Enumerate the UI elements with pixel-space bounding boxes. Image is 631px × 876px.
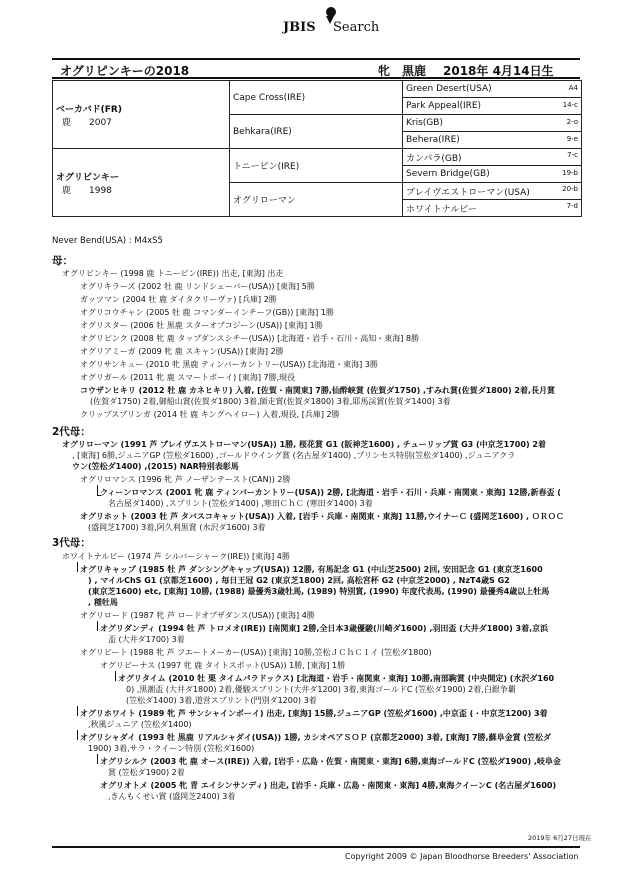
family-tree-connector <box>97 485 98 495</box>
family-line-notable[interactable]: クィーンロマンス (2001 牝 鹿 ティンバーカントリー(USA)) 2勝, [北海道・岩手・石川・兵庫・南関東・東海] 12勝,新春盃 ( <box>100 488 561 497</box>
family-line-cont: ,秋風ジュニア (笠松ダ1400) <box>88 720 192 729</box>
pedigree-g3-7[interactable]: ブレイヴエストローマン(USA) 20-b <box>403 183 582 200</box>
family-tree-connector <box>97 754 98 764</box>
g2-section-title: 2代母： <box>52 426 91 438</box>
copyright-text: Copyright 2009 © Japan Bloodhorse Breeders' Association <box>345 852 579 861</box>
family-line[interactable]: オグリビート (1988 牝 芦 フエートメーカー(USA)) [東海] 10勝,笠松ＪＣｈＣ１イ (笠松ダ1800) <box>80 648 432 657</box>
pedigree-g3-6[interactable]: Severn Bridge(GB) 19-b <box>403 166 582 183</box>
family-line[interactable]: オグリガール (2011 牝 鹿 スマートボーイ) [東海] 7勝,現役 <box>80 373 296 382</box>
horse-name-title: オグリピンキーの2018 <box>60 64 190 78</box>
family-line-notable[interactable]: オグリホット (2003 牡 芦 タバスコキャット(USA)) 入着, [岩手・兵庫・南関東・東海] 11勝,ウイナーＣ (盛岡芝1600) , ＯＲＯＣ <box>80 512 564 521</box>
pedigree-g3-5[interactable]: カンパラ(GB) 7-c <box>403 149 582 166</box>
pedigree-dam-dam[interactable]: オグリローマン <box>230 183 403 217</box>
family-line-cont: (笠松ダ1400) 3着,道営スプリント(門別ダ1200) 3着 <box>126 696 317 705</box>
family-line[interactable]: オグリロード (1987 牝 芦 ロードオブザダンス(USA)) [東海] 4勝 <box>80 611 315 620</box>
header-bottom-rule <box>52 77 580 79</box>
horse-sex: 牝 <box>378 64 391 78</box>
jbis-search-logo[interactable] <box>283 6 379 40</box>
family-tree-connector <box>77 730 78 740</box>
family-tree-connector <box>77 706 78 716</box>
family-line[interactable]: クリップスプリンガ (2014 牡 鹿 キングヘイロー) 入着,現役, [兵庫] 2勝 <box>80 410 340 419</box>
pedigree-dam-sire[interactable]: トニービン(IRE) <box>230 149 403 183</box>
family-line[interactable]: オグリビーナス (1997 牝 鹿 タイトスポット(USA)) 1勝, [東海] 1勝 <box>100 661 346 670</box>
family-line-cont: 0) ,黒潮盃 (大井ダ1800) 2着,優駿スプリント(大井ダ1200) 3着,東海ゴールドC (笠松ダ1900) 2着,白銀争覇 <box>126 685 516 694</box>
pedigree-g3-4[interactable]: Behera(IRE) 9-e <box>403 132 582 149</box>
pedigree-sire[interactable]: ベーカバド(FR) 鹿 2007 <box>53 81 230 149</box>
family-line[interactable]: オグリアミーガ (2009 牝 鹿 スキャン(USA)) [東海] 2勝 <box>80 347 284 356</box>
pedigree-sire-sire[interactable]: Cape Cross(IRE) <box>230 81 403 115</box>
family-line[interactable]: オグリコウチャン (2005 牡 鹿 コマンダーインチーフ(GB)) [東海] 1勝 <box>80 308 334 317</box>
family-line-notable[interactable]: オグリローマン (1991 芦 ブレイヴエストローマン(USA)) 1勝, 桜花賞 G1 (阪神芝1600) , チューリップ賞 G3 (中京芝1700) 2着 <box>62 440 546 449</box>
dam-section-title: 母： <box>52 255 73 267</box>
family-line-notable[interactable]: オグリシルク (2003 牝 鹿 オース(IRE)) 入着, [岩手・広島・佐賀・南関東・東海] 6勝,東海ゴールドC (笠松ダ1900) ,岐阜金 <box>100 757 561 766</box>
family-line-notable[interactable]: オグリタイム (2010 牡 栗 タイムパラドックス) [北海道・岩手・南関東・東海] 10勝,南部駒賞 (中央開定) (水沢ダ160 <box>118 674 555 683</box>
family-line-notable[interactable]: コウザンヒキリ (2012 牡 鹿 カネヒキリ) 入着, [佐賀・南関東] 7勝,仙酔峡賞 (佐賀ダ1750) ,すみれ賞(佐賀ダ1800) 2着,長月賞 <box>80 386 556 395</box>
logo-text-search: Search <box>333 20 380 35</box>
family-line[interactable]: オグリピンク (2008 牝 鹿 タップダンスシチー(USA)) [北海道・岩手・石川・高知・東海] 8勝 <box>80 334 419 343</box>
family-line-cont: 1900) 3着,サラ・クイーン特別 (笠松ダ1600) <box>88 744 255 753</box>
pedigree-dam[interactable]: オグリピンキー 鹿 1998 <box>53 149 230 217</box>
header-top-rule <box>52 58 580 60</box>
pedigree-g3-3[interactable]: Kris(GB) 2-o <box>403 115 582 132</box>
family-line-cont: 名古屋ダ1400) ,スプリント(笠松ダ1400) ,寒田ＣｈＣ (寒田ダ1400) 3着 <box>108 499 373 508</box>
family-line[interactable]: オグリサンキュー (2010 牝 黒鹿 ティンバーカントリー(USA)) [北海道・東海] 3勝 <box>80 360 378 369</box>
family-line[interactable]: オグリキラーズ (2002 牡 鹿 リンドシェーバー(USA)) [東海] 5勝 <box>80 282 315 291</box>
family-line-cont: 賞 (笠松ダ1900) 2着 <box>108 768 185 777</box>
family-line-cont: ,きんもくせい賞 (盛岡芝2400) 3着 <box>108 792 236 801</box>
family-tree-connector <box>97 621 98 631</box>
family-tree-connector <box>115 671 116 681</box>
pedigree-g3-2[interactable]: Park Appeal(IRE) 14-c <box>403 98 582 115</box>
family-line[interactable]: オグリピンキー (1998 鹿 トニービン(IRE)) 出走, [東海] 出走 <box>62 269 284 278</box>
family-line-cont: , [東海] 6勝,ジュニアGP (笠松ダ1600) ,ゴールドウイング賞 (名古屋ダ1400) ,プリンセス特別(笠松ダ1400) ,ジュニアクラ <box>72 451 516 460</box>
family-line-cont: (盛岡芝1700) 3着,阿久利黒賞 (水沢ダ1600) 3着 <box>88 523 266 532</box>
logo-text-jbis: JBIS <box>283 20 316 35</box>
family-line[interactable]: ガッツマン (2004 牡 鹿 ダイタクリーヴァ) [兵庫] 2勝 <box>80 295 277 304</box>
inbreed-note: Never Bend(USA) : M4xS5 <box>52 236 163 246</box>
family-line-cont: (佐賀ダ1750) 2着,御船山賞(佐賀ダ1800) 3着,師走賞(佐賀ダ1800) 3着,耶馬渓賞(佐賀ダ1400) 3着 <box>90 397 451 406</box>
footer-rule <box>52 846 580 848</box>
family-line[interactable]: ホワイトナルビー (1974 芦 シルバーシャーク(IRE)) [東海] 4勝 <box>62 552 290 561</box>
g3-section-title: 3代母： <box>52 537 91 549</box>
family-line[interactable]: オグリスター (2006 牡 黒鹿 スターオブコジーン(USA)) [東海] 1勝 <box>80 321 323 330</box>
pedigree-sire-dam[interactable]: Behkara(IRE) <box>230 115 403 149</box>
family-tree-connector <box>97 495 101 496</box>
as-of-date: 2019年 6月27日現在 <box>528 834 592 842</box>
family-line-cont: , 種牡馬 <box>88 598 118 607</box>
horse-color: 黒鹿 <box>402 64 427 78</box>
family-line-cont: ウン(笠松ダ1400) ,(2015) NAR特別表彰馬 <box>72 462 239 471</box>
family-line[interactable]: オグリロマンス (1996 牝 芦 ノーザンテースト(CAN)) 2勝 <box>80 475 291 484</box>
pedigree-table <box>52 80 582 217</box>
horse-birthdate: 2018年 4月14日生 <box>443 64 554 78</box>
family-tree-connector <box>77 562 78 572</box>
family-line-cont: (東京芝1600) etc, [東海] 10勝, (1988) 最優秀3歳牡馬, (1989) 特別賞, (1990) 年度代表馬, (1990) 最優秀4歳以上牡馬 <box>88 587 550 596</box>
family-line-notable[interactable]: オグリダンディ (1994 牡 芦 トロメオ(IRE)) [南関東] 2勝,全日本3歳優駿(川崎ダ1600) ,羽田盃 (大井ダ1800) 3着,京浜 <box>100 624 549 633</box>
pedigree-g3-1[interactable]: Green Desert(USA) A4 <box>403 81 582 98</box>
family-line-cont: ) , マイルChS G1 (京都芝1600) , 毎日王冠 G2 (東京芝1800) 2回, 高松宮杯 G2 (中京芝2000) , NzT4歳S G2 <box>88 576 510 585</box>
family-line-cont: 盃 (大井ダ1700) 3着 <box>108 635 185 644</box>
family-line-notable[interactable]: オグリオトメ (2005 牝 青 エイシンサンディ) 出走, [岩手・兵庫・広島・南関東・東海] 4勝,東海クイーンC (名古屋ダ1600) <box>100 781 557 790</box>
pedigree-g3-8[interactable]: ホワイトナルビー 7-d <box>403 200 582 217</box>
family-line-notable[interactable]: オグリホワイト (1989 牝 芦 サンシャインボーイ) 出走, [東海] 15勝,ジュニアGP (笠松ダ1600) ,中京盃 (・中京芝1200) 3着 <box>80 709 548 718</box>
family-line-notable[interactable]: オグリシャダイ (1993 牡 黒鹿 リアルシャダイ(USA)) 1勝, カシオペアＳＯＰ (京都芝2000) 3着, [東海] 7勝,蘇阜金賞 (笠松ダ <box>80 733 552 742</box>
family-line-notable[interactable]: オグリキャップ (1985 牡 芦 ダンシングキャップ(USA)) 12勝, 有馬記念 G1 (中山芝2500) 2回, 安田記念 G1 (東京芝1600 <box>80 565 543 574</box>
